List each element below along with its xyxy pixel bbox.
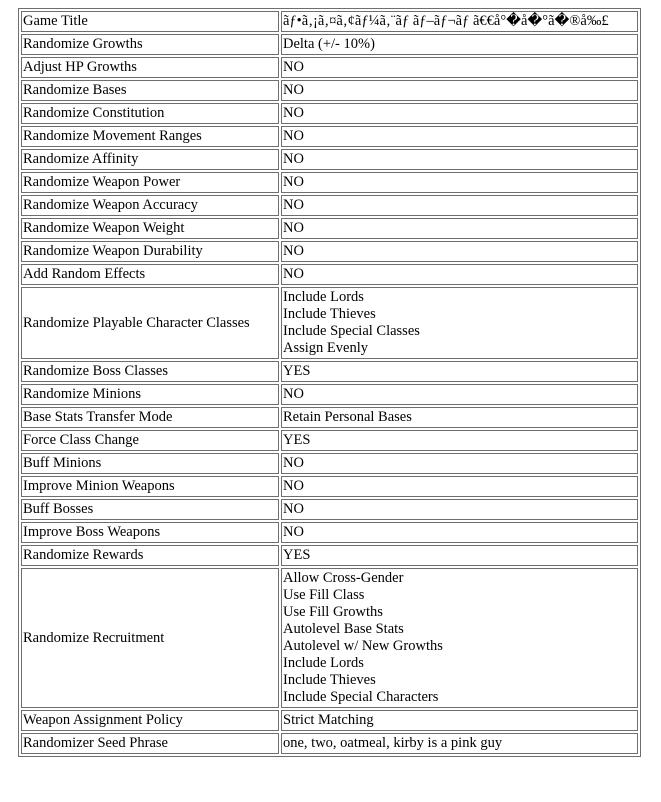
table-row xyxy=(21,453,638,474)
setting-label: Buff Minions xyxy=(21,453,279,474)
setting-value xyxy=(281,126,638,147)
setting-value xyxy=(281,80,638,101)
table-row xyxy=(21,733,638,754)
setting-value xyxy=(281,11,638,32)
table-row xyxy=(21,264,638,285)
table-row xyxy=(21,126,638,147)
setting-label: Game Title xyxy=(21,11,279,32)
setting-value-line: NO xyxy=(283,151,304,167)
setting-value-line: Include Lords xyxy=(283,289,364,305)
setting-value xyxy=(281,218,638,239)
setting-value xyxy=(281,361,638,382)
setting-label: Randomize Bases xyxy=(21,80,279,101)
setting-label: Randomize Minions xyxy=(21,384,279,405)
setting-value-line: Assign Evenly xyxy=(283,340,368,356)
setting-value xyxy=(281,241,638,262)
setting-label: Randomize Recruitment xyxy=(21,568,279,708)
setting-value-line: NO xyxy=(283,128,304,144)
setting-label: Randomize Weapon Durability xyxy=(21,241,279,262)
setting-value-line: YES xyxy=(283,363,311,379)
table-row xyxy=(21,476,638,497)
setting-value xyxy=(281,710,638,731)
table-row xyxy=(21,149,638,170)
setting-value xyxy=(281,568,638,708)
setting-value-line: NO xyxy=(283,197,304,213)
setting-label: Buff Bosses xyxy=(21,499,279,520)
setting-value xyxy=(281,103,638,124)
setting-value-line: NO xyxy=(283,501,304,517)
setting-value xyxy=(281,476,638,497)
setting-label: Improve Boss Weapons xyxy=(21,522,279,543)
setting-value-line: Autolevel Base Stats xyxy=(283,621,404,637)
setting-label: Weapon Assignment Policy xyxy=(21,710,279,731)
table-row xyxy=(21,80,638,101)
table-row xyxy=(21,384,638,405)
table-row xyxy=(21,545,638,566)
table-row xyxy=(21,568,638,708)
setting-value-line: Include Lords xyxy=(283,655,364,671)
setting-label: Force Class Change xyxy=(21,430,279,451)
setting-value-line: NO xyxy=(283,220,304,236)
setting-value xyxy=(281,453,638,474)
setting-label: Randomize Constitution xyxy=(21,103,279,124)
setting-value-line: ãƒ•ã‚¡ã‚¤ã‚¢ãƒ¼ã‚¨ãƒ ãƒ–ãƒ¬ãƒ ã€€å°�å�°ã�®å‰£ xyxy=(283,13,609,29)
settings-table-body xyxy=(21,11,638,754)
setting-value-line: Use Fill Class xyxy=(283,587,365,603)
settings-table xyxy=(18,8,641,757)
setting-value-line: NO xyxy=(283,105,304,121)
table-row xyxy=(21,361,638,382)
setting-value-line: NO xyxy=(283,59,304,75)
setting-label: Improve Minion Weapons xyxy=(21,476,279,497)
setting-label: Randomize Affinity xyxy=(21,149,279,170)
setting-value-line: NO xyxy=(283,243,304,259)
setting-value xyxy=(281,733,638,754)
table-row xyxy=(21,103,638,124)
setting-value xyxy=(281,172,638,193)
setting-value xyxy=(281,522,638,543)
setting-label: Randomize Rewards xyxy=(21,545,279,566)
table-row xyxy=(21,11,638,32)
setting-label: Randomize Playable Character Classes xyxy=(21,287,279,359)
table-row xyxy=(21,287,638,359)
table-row xyxy=(21,710,638,731)
setting-value xyxy=(281,34,638,55)
setting-value xyxy=(281,195,638,216)
setting-label: Randomize Weapon Accuracy xyxy=(21,195,279,216)
setting-label: Randomize Movement Ranges xyxy=(21,126,279,147)
setting-value xyxy=(281,287,638,359)
table-row xyxy=(21,172,638,193)
setting-value-line: Retain Personal Bases xyxy=(283,409,412,425)
table-row xyxy=(21,522,638,543)
setting-label: Randomize Weapon Power xyxy=(21,172,279,193)
setting-value-line: Strict Matching xyxy=(283,712,374,728)
table-row xyxy=(21,241,638,262)
table-row xyxy=(21,407,638,428)
setting-value xyxy=(281,499,638,520)
setting-value-line: Use Fill Growths xyxy=(283,604,383,620)
table-row xyxy=(21,195,638,216)
setting-label: Add Random Effects xyxy=(21,264,279,285)
setting-value-line: NO xyxy=(283,266,304,282)
setting-value xyxy=(281,264,638,285)
setting-value xyxy=(281,57,638,78)
table-row xyxy=(21,57,638,78)
setting-value-line: NO xyxy=(283,386,304,402)
setting-value-line: one, two, oatmeal, kirby is a pink guy xyxy=(283,735,503,751)
setting-label: Base Stats Transfer Mode xyxy=(21,407,279,428)
setting-value-line: YES xyxy=(283,547,311,563)
setting-value xyxy=(281,430,638,451)
setting-value-line: NO xyxy=(283,82,304,98)
setting-value-line: Allow Cross-Gender xyxy=(283,570,404,586)
setting-label: Randomizer Seed Phrase xyxy=(21,733,279,754)
setting-value xyxy=(281,407,638,428)
setting-label: Randomize Boss Classes xyxy=(21,361,279,382)
setting-value-line: Delta (+/- 10%) xyxy=(283,36,375,52)
setting-label: Randomize Growths xyxy=(21,34,279,55)
setting-value-line: NO xyxy=(283,478,304,494)
setting-value-line: Include Thieves xyxy=(283,306,376,322)
setting-value xyxy=(281,149,638,170)
setting-value xyxy=(281,384,638,405)
table-row xyxy=(21,218,638,239)
setting-value-line: Include Special Classes xyxy=(283,323,420,339)
table-row xyxy=(21,499,638,520)
setting-value-line: YES xyxy=(283,432,311,448)
setting-label: Randomize Weapon Weight xyxy=(21,218,279,239)
setting-value-line: NO xyxy=(283,455,304,471)
table-row xyxy=(21,430,638,451)
setting-label: Adjust HP Growths xyxy=(21,57,279,78)
setting-value-line: NO xyxy=(283,524,304,540)
setting-value-line: Include Special Characters xyxy=(283,689,439,705)
table-row xyxy=(21,34,638,55)
setting-value xyxy=(281,545,638,566)
setting-value-line: NO xyxy=(283,174,304,190)
setting-value-line: Autolevel w/ New Growths xyxy=(283,638,443,654)
setting-value-line: Include Thieves xyxy=(283,672,376,688)
